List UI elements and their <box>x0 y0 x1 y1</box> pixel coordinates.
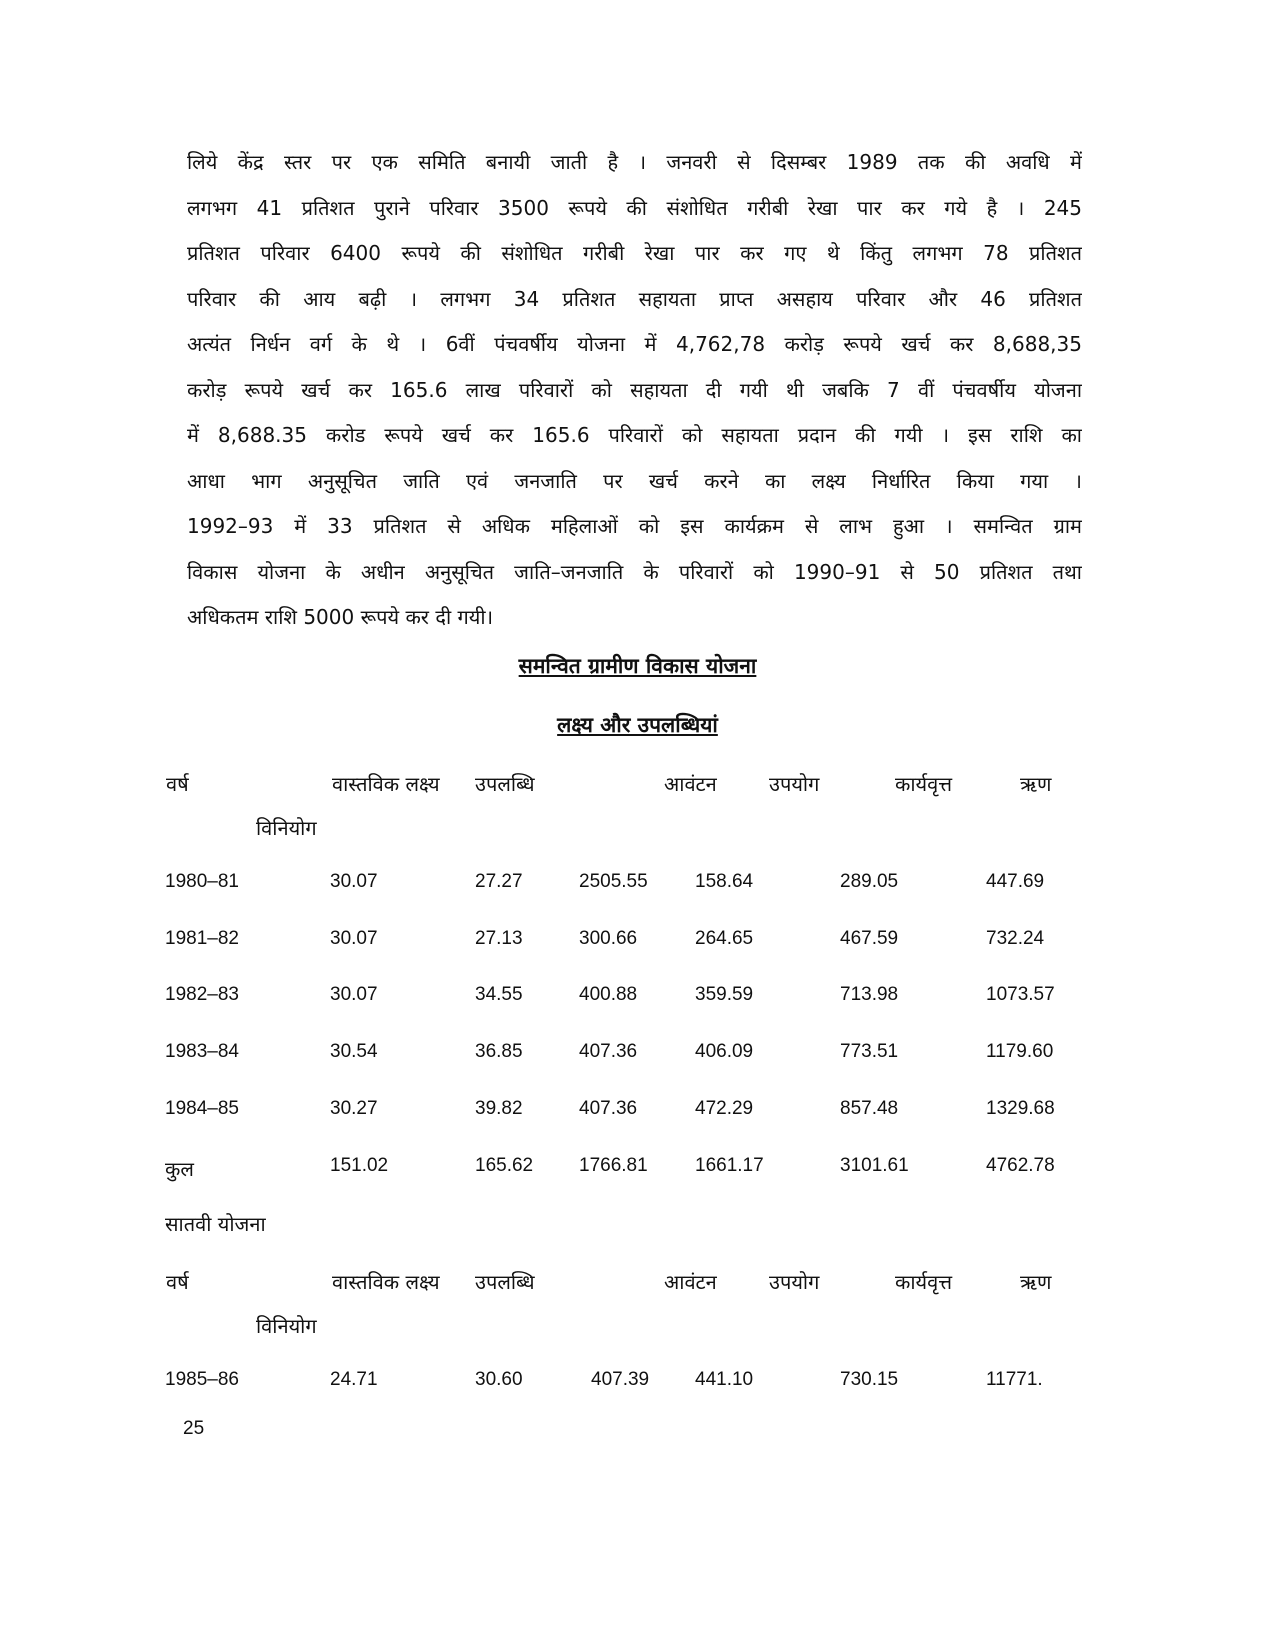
header-loan: ऋण <box>1020 1270 1052 1294</box>
cell-investment: 400.88 <box>579 984 638 1005</box>
paragraph-line: लिये केंद्र स्तर पर एक समिति बनायी जाती है । जनवरी से दिसम्बर 1989 तक की अवधि में <box>187 150 1082 174</box>
header-target: वास्तविक लक्ष्य <box>332 1270 440 1294</box>
table-row <box>0 1041 1275 1071</box>
paragraph-line: लगभग 41 प्रतिशत पुराने परिवार 3500 रूपये की संशोधित गरीबी रेखा पार कर गये है । 245 <box>187 195 1082 220</box>
cell-loan: 447.69 <box>986 871 1045 892</box>
cell-achievement: 39.82 <box>475 1098 523 1119</box>
cell-utilization: 3101.61 <box>840 1155 909 1176</box>
paragraph-line: अत्यंत निर्धन वर्ग के थे । 6वीं पंचवर्षीय योजना में 4,762,78 करोड़ रूपये खर्च कर 8,688,35 <box>187 332 1082 356</box>
cell-target: 30.27 <box>330 1098 378 1119</box>
body-paragraph <box>187 140 1082 641</box>
cell-achievement: 165.62 <box>475 1155 534 1176</box>
header-workflow: कार्यवृत्त <box>895 772 953 796</box>
cell-investment: 407.39 <box>591 1369 650 1390</box>
cell-loan: 4762.78 <box>986 1155 1055 1176</box>
cell-year: 1981–82 <box>165 928 239 949</box>
cell-allocation: 472.29 <box>695 1098 754 1119</box>
header-year: वर्ष <box>166 772 189 796</box>
cell-allocation: 359.59 <box>695 984 754 1005</box>
paragraph-line: प्रतिशत परिवार 6400 रूपये की संशोधित गरीबी रेखा पार कर गए थे किंतु लगभग 78 प्रतिशत <box>187 241 1082 265</box>
cell-target: 151.02 <box>330 1155 389 1176</box>
paragraph-line: करोड़ रूपये खर्च कर 165.6 लाख परिवारों को सहायता दी गयी थी जबकि 7 वीं पंचवर्षीय योजना <box>187 377 1082 402</box>
cell-loan: 1073.57 <box>986 984 1055 1005</box>
cell-utilization: 713.98 <box>840 984 899 1005</box>
cell-target: 30.54 <box>330 1041 378 1062</box>
cell-loan: 732.24 <box>986 928 1045 949</box>
header-investment: विनियोग <box>256 1314 317 1338</box>
cell-allocation: 158.64 <box>695 871 754 892</box>
paragraph-line: अधिकतम राशि 5000 रूपये कर दी गयी। <box>187 605 494 629</box>
cell-investment: 2505.55 <box>579 871 648 892</box>
cell-year: 1984–85 <box>165 1098 239 1119</box>
cell-achievement: 30.60 <box>475 1369 523 1390</box>
table-row <box>0 871 1275 901</box>
paragraph-line: विकास योजना के अधीन अनुसूचित जाति–जनजाति के परिवारों को 1990–91 से 50 प्रतिशत तथा <box>187 559 1082 584</box>
seventh-plan-label: सातवी योजना <box>165 1212 266 1236</box>
cell-allocation: 264.65 <box>695 928 754 949</box>
cell-year: 1980–81 <box>165 871 239 892</box>
cell-investment: 407.36 <box>579 1098 638 1119</box>
cell-utilization: 730.15 <box>840 1369 899 1390</box>
table-row <box>0 1369 1275 1399</box>
cell-achievement: 36.85 <box>475 1041 523 1062</box>
header-utilization: उपयोग <box>769 772 820 796</box>
cell-investment: 1766.81 <box>579 1155 648 1176</box>
header-investment: विनियोग <box>256 816 317 840</box>
cell-year: 1985–86 <box>165 1369 239 1390</box>
cell-target: 30.07 <box>330 928 378 949</box>
table-row <box>0 984 1275 1014</box>
cell-target: 30.07 <box>330 871 378 892</box>
cell-achievement: 27.27 <box>475 871 523 892</box>
header-year: वर्ष <box>166 1270 189 1294</box>
header-loan: ऋण <box>1020 772 1052 796</box>
header-achievement: उपलब्धि <box>475 1270 535 1294</box>
cell-utilization: 467.59 <box>840 928 899 949</box>
table-row <box>0 1098 1275 1128</box>
cell-investment: 407.36 <box>579 1041 638 1062</box>
paragraph-line: में 8,688.35 करोड रूपये खर्च कर 165.6 परिवारों को सहायता प्रदान की गयी । इस राशि का <box>187 423 1082 447</box>
cell-investment: 300.66 <box>579 928 638 949</box>
cell-utilization: 289.05 <box>840 871 899 892</box>
cell-allocation: 406.09 <box>695 1041 754 1062</box>
cell-achievement: 34.55 <box>475 984 523 1005</box>
cell-year: 1983–84 <box>165 1041 239 1062</box>
cell-allocation: 441.10 <box>695 1369 754 1390</box>
section-title: समन्वित ग्रामीण विकास योजना <box>518 654 757 678</box>
table-row <box>0 928 1275 958</box>
header-achievement: उपलब्धि <box>475 772 535 796</box>
header-allocation: आवंटन <box>664 772 717 796</box>
cell-utilization: 857.48 <box>840 1098 899 1119</box>
header-target: वास्तविक लक्ष्य <box>332 772 440 796</box>
cell-total-label: कुल <box>165 1157 194 1181</box>
cell-loan: 11771. <box>986 1369 1043 1390</box>
cell-year: 1982–83 <box>165 984 239 1005</box>
cell-loan: 1179.60 <box>986 1041 1054 1062</box>
table-row-total <box>0 1155 1275 1185</box>
cell-target: 24.71 <box>330 1369 378 1390</box>
header-allocation: आवंटन <box>664 1270 717 1294</box>
header-workflow: कार्यवृत्त <box>895 1270 953 1294</box>
paragraph-line: आधा भाग अनुसूचित जाति एवं जनजाति पर खर्च करने का लक्ष्य निर्धारित किया गया । <box>187 468 1082 493</box>
section-subtitle: लक्ष्य और उपलब्धियां <box>557 713 718 737</box>
cell-target: 30.07 <box>330 984 378 1005</box>
page-number: 25 <box>183 1418 205 1439</box>
cell-achievement: 27.13 <box>475 928 523 949</box>
header-utilization: उपयोग <box>769 1270 820 1294</box>
cell-utilization: 773.51 <box>840 1041 899 1062</box>
paragraph-line: परिवार की आय बढ़ी । लगभग 34 प्रतिशत सहायता प्राप्त असहाय परिवार और 46 प्रतिशत <box>187 286 1082 311</box>
cell-loan: 1329.68 <box>986 1098 1055 1119</box>
paragraph-line: 1992–93 में 33 प्रतिशत से अधिक महिलाओं को इस कार्यक्रम से लाभ हुआ । समन्वित ग्राम <box>187 514 1082 538</box>
cell-allocation: 1661.17 <box>695 1155 764 1176</box>
